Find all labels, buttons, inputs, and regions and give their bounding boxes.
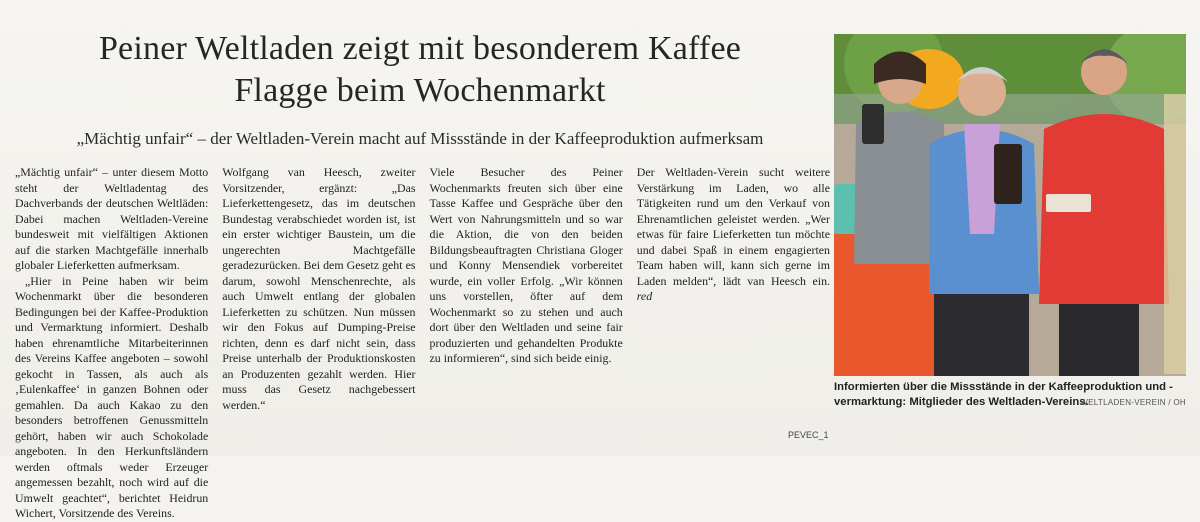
paragraph-5 [637,165,830,305]
photo-caption: Informierten über die Missstände in der Kaffeeproduktion und -vermarktung: Mitglieder des Weltladen-Vereins. [834,381,1173,408]
article-subheadline: „Mächtig unfair“ – der Weltladen-Verein macht auf Missstände in der Kaffeeproduktion aufmerksam [76,129,764,148]
article-photo [834,34,1186,376]
author-tag: red [636,289,653,303]
body-column-2 [222,165,415,415]
paragraph-3: Wolfgang van Heesch, zweiter Vorsitzender, ergänzt: „Das Lieferkettengesetz, das im deutschen Bundestag verabschiedet worden ist, ist ein erster wichtiger Baustein, um die ungerechten Machtgefälle geradezurücken. Bei dem Gesetz geht es darum, sowohl Menschenrechte, als auch Umwelt entlang der globalen Lieferketten zu schützen. Nun müssen wir den Fokus auf Dumping-Preise richten, denn es darf nicht sein, dass Preise unterhalb der Produktionskosten an Produzenten gezahlt werden. Hier muss das Gesetz nachgebessert werden.“ [222,165,416,412]
body-column-4 [637,165,830,415]
body-column-1 [15,165,209,520]
body-column-3 [430,165,623,415]
headline-line-2: Flagge beim Wochenmarkt [234,72,606,109]
article-headline [20,28,820,112]
photo-illustration [834,34,1186,376]
paragraph-2: „Hier in Peine haben wir beim Wochenmarkt über die besonderen Bedingungen bei der Kaffee-Produktion und Vermarktung informiert. Deshalb haben ehrenamtliche Mitarbeiterinnen des Vereins Kaffee angeboten – sowohl gekocht in Tassen, als auch als ‚Eulenkaffee‘ in ganzen Bohnen oder gemahlen. Da auch Kakao zu den besonders betroffenen Genussmitteln gehört, haben wir auch Schokolade angeboten. In den Herkunftsländern werden oftmals weder Erzeuger angemessen bezahlt, noch wird auf die Umwelt geachtet“, berichtet Heidrun Wichert, Vorsitzende des Vereins. [15,273,209,520]
paragraph-1: „Mächtig unfair“ – unter diesem Motto steht der Weltladentag des Dachverbands der deutschen Weltläden: Dabei machen Weltladen-Vereine bundesweit mit vielfältigen Aktionen auf die starken Machtgefälle innerhalb globaler Lieferketten aufmerksam. [15,165,209,272]
page-code: PEVEC_1 [788,430,829,440]
paragraph-4: Viele Besucher des Peiner Wochenmarkts freuten sich über eine Tasse Kaffee und Gespräche über den Wert von Nahrungsmitteln und so war die Aktion, die von den beiden Bildungsbeauftragten Christiana Gloger und Konny Mensendiek vorbereitet wurde, ein voller Erfolg. „Wir können uns vorstellen, öfter auf dem Wochenmarkt so zu stehen und auch dort über den Weltladen und seine fair produzierten und gehandelten Produkte zu informieren“, sind sich beide einig. [429,165,623,365]
photo-credit: WELTLADEN-VEREIN / OH [1080,398,1186,407]
headline-line-1: Peiner Weltladen zeigt mit besonderem Kaffee [98,30,742,67]
paragraph-5-text: Der Weltladen-Verein sucht weitere Verstärkung im Laden, wo alle Tätigkeiten rund um den Verkauf von Ehrenamtlichen geleistet werden. „Wer etwas für faire Lieferketten tun möchte und dabei Spaß in einem engagierten Team haben will, kann sich gerne im Laden melden“, lädt van Heesch ein. [636,165,830,288]
